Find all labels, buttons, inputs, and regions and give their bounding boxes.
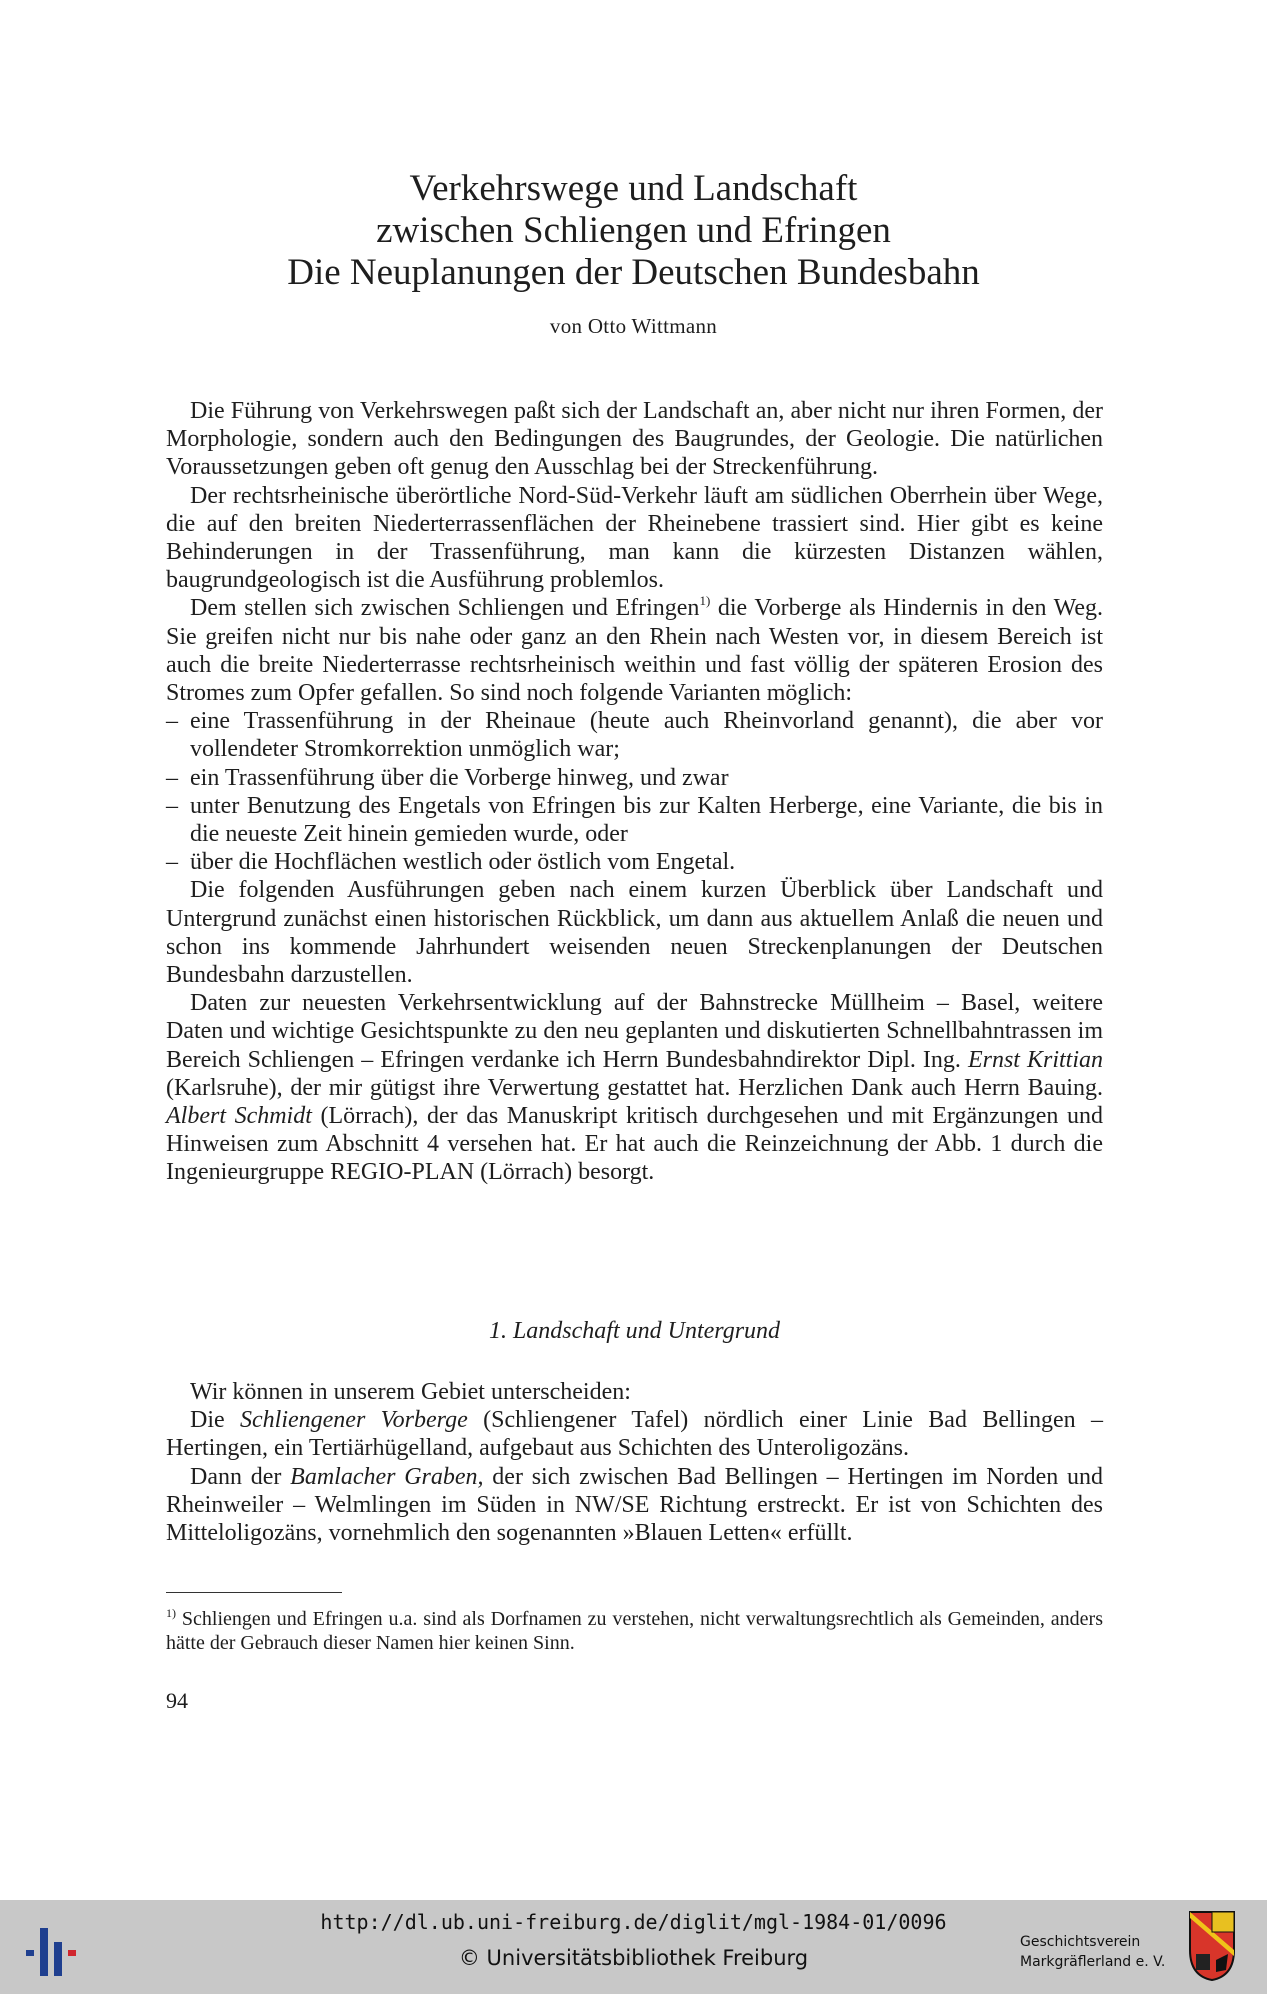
person-name: Ernst Krittian xyxy=(967,1046,1103,1073)
paragraph-text: Die xyxy=(190,1407,241,1434)
footnote-text: Schliengen und Efringen u.a. sind als Dorfnamen zu verstehen, nicht verwaltungsrechtlich als Gemeinden, anders hätte der Gebrauch dieser Namen hier keinen Sinn. xyxy=(166,1608,1103,1654)
title-line-2: zwischen Schliengen und Efringen xyxy=(376,210,891,251)
section-heading: 1. Landschaft und Untergrund xyxy=(488,1318,781,1344)
dash-marker: – xyxy=(166,792,178,819)
paragraph: Die folgenden Ausführungen geben nach einem kurzen Überblick über Landschaft und Untergrund zunächst einen historischen Rückblick, um dann aus aktuellem Anlaß die neuen und schon ins kommende Jahrhundert weisenden neuen Streckenplanungen der Deutschen Bundesbahn darzustellen. xyxy=(166,877,1103,989)
paragraph-text: (Karlsruhe), der mir gütigst ihre Verwertung gestattet hat. Herzlichen Dank auch Herrn Bauing. xyxy=(166,1074,1103,1101)
list-item-text: über die Hochflächen westlich oder östlich vom Engetal. xyxy=(190,849,736,876)
society-name-line-1: Geschichtsverein xyxy=(1020,1934,1141,1950)
copyright-notice: © Universitätsbibliothek Freiburg xyxy=(458,1946,809,1970)
list-item-text: unter Benutzung des Engetals von Efringen bis zur Kalten Herberge, eine Variante, die bis in die neueste Zeit hinein gemieden wurde, oder xyxy=(190,792,1103,848)
paragraph-text: (Schliengener Tafel) nördlich einer Linie Bad Bellingen – Hertingen, ein Tertiärhügelland, aufgebaut aus Schichten des Unteroligozäns. xyxy=(166,1407,1103,1462)
list-item-text: eine Trassenführung in der Rheinaue (heute auch Rheinvorland genannt), die aber vor vollendeter Stromkorrektion unmöglich war; xyxy=(190,708,1103,763)
paragraph-text: Dann der xyxy=(190,1463,291,1490)
paragraph xyxy=(166,1463,1103,1548)
paragraph: Wir können in unserem Gebiet unterscheiden: xyxy=(190,1379,631,1405)
person-name: Albert Schmidt xyxy=(166,1103,312,1130)
list-item xyxy=(166,792,1103,848)
section-body xyxy=(166,1378,1103,1547)
paragraph-text: (Lörrach), der das Manuskript kritisch durchgesehen und mit Ergänzungen und Hinweisen zum Abschnitt 4 versehen hat. Er hat auch die Reinzeichnung der Abb. 1 durch die Ingenieurgruppe REGIO-PLAN (Lörrach) besorgt. xyxy=(166,1103,1103,1186)
footnote-marker: 1) xyxy=(166,1606,176,1620)
viewer-footer-bar xyxy=(0,1900,1267,1994)
paragraph-text: Daten zur neuesten Verkehrsentwicklung auf der Bahnstrecke Müllheim – Basel, weitere Daten und wichtige Gesichtspunkte zu den neu geplanten und diskutierten Schnellbahntrassen im Bereich Schliengen – Efringen verdanke ich Herrn Bundesbahndirektor Dipl. Ing. xyxy=(166,990,1103,1073)
dash-marker: – xyxy=(166,708,178,735)
author-line: von Otto Wittmann xyxy=(549,314,718,338)
list-item xyxy=(166,848,1103,876)
place-name: Schliengener Vorberge xyxy=(240,1407,468,1434)
list-item xyxy=(166,707,1103,763)
paragraph: Der rechtsrheinische überörtliche Nord-Süd-Verkehr läuft am südlichen Oberrhein über Wege, die auf den breiten Niederterrassenflächen der Rheinebene trassiert sind. Hier gibt es keine Behinderungen in der Trassenführung, man kann die kürzesten Distanzen wählen, baugrundgeologisch ist die Ausführung problemlos. xyxy=(166,482,1103,594)
permalink-url[interactable]: http://dl.ub.uni-freiburg.de/diglit/mgl-1984-01/0096 xyxy=(320,1910,947,1934)
paragraph-text: die Vorberge als Hindernis in den Weg. Sie greifen nicht nur bis nahe oder ganz an den Rhein nach Westen vor, in diesem Bereich ist auch die breite Niederterrasse rechtsrheinisch weithin und fast völlig der späteren Erosion des Stromes zum Opfer gefallen. So sind noch folgende Varianten möglich: xyxy=(166,595,1103,707)
dash-marker: – xyxy=(166,764,178,791)
footnote-reference[interactable]: 1) xyxy=(699,593,711,609)
list-item-text: ein Trassenführung über die Vorberge hinweg, und zwar xyxy=(190,764,729,791)
paragraph-text: der sich zwischen Bad Bellingen – Hertingen im Norden und Rheinweiler – Welmlingen im Süden in NW/SE Richtung erstreckt. Er ist von Schichten des Mitteloligozäns, vornehmlich den sogenannten »Blauen Letten« erfüllt. xyxy=(166,1463,1103,1547)
title-line-3: Die Neuplanungen der Deutschen Bundesbahn xyxy=(287,252,980,293)
intro-body xyxy=(166,397,1103,1187)
paragraph xyxy=(166,594,1103,707)
title-line-1: Verkehrswege und Landschaft xyxy=(409,168,858,209)
paragraph: Die Führung von Verkehrswegen paßt sich der Landschaft an, aber nicht nur ihren Formen, der Morphologie, sondern auch den Bedingungen des Baugrundes, der Geologie. Die natürlichen Voraussetzungen geben oft genug den Ausschlag bei der Streckenführung. xyxy=(166,398,1103,481)
list-item xyxy=(166,764,1103,792)
footnote-divider xyxy=(166,1592,342,1593)
footnote xyxy=(166,1607,1103,1655)
paragraph xyxy=(166,989,1103,1186)
page-number: 94 xyxy=(166,1688,188,1713)
society-name xyxy=(1020,1932,1165,1972)
coat-of-arms-icon xyxy=(1188,1910,1236,1982)
dash-marker: – xyxy=(166,849,178,876)
paragraph xyxy=(166,1406,1103,1462)
society-name-line-2: Markgräflerland e. V. xyxy=(1020,1954,1166,1970)
place-name: Bamlacher Graben, xyxy=(290,1463,484,1490)
paragraph-text: Dem stellen sich zwischen Schliengen und Efringen xyxy=(190,595,700,622)
